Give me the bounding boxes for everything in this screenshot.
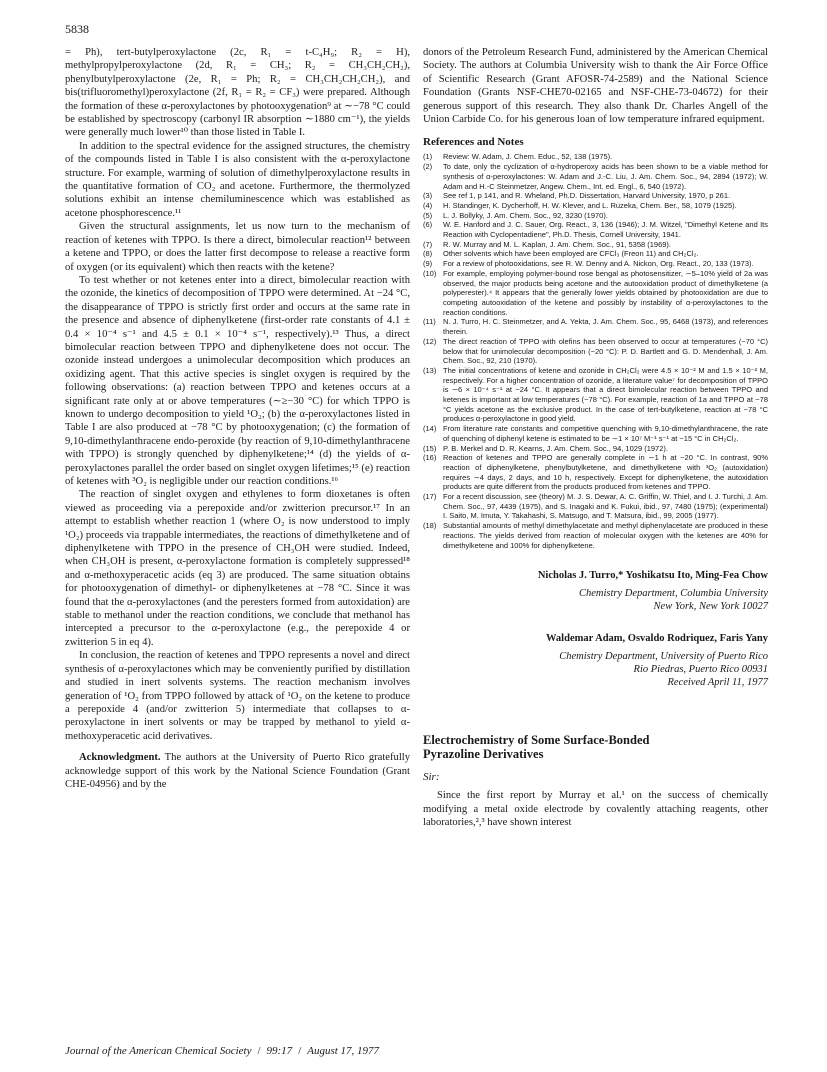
reference-number: (7): [423, 239, 433, 249]
reference-text: N. J. Turro, H. C. Steinmetzer, and A. Yekta, J. Am. Chem. Soc., 95, 6468 (1973), and references therein.: [443, 317, 768, 337]
reference-number: (1): [423, 152, 433, 162]
reference-item: [423, 152, 768, 162]
paragraph: The reaction of singlet oxygen and ethylenes to form dioxetanes is often viewed as proceeding via a perepoxide and/or zwitterion precursor.¹⁷ In an attempt to establish whether reaction 1 (where O₂ is now understood to imply ¹O₂) proceeds via trappable intermediates, the reactions of dimethylketene and of diphenylketene with TPPO in the presence of CH₃OH were studied. Indeed, when CH₃OH is present, α-peroxylactone formation is completely suppressed¹⁸ and α-methoxyperacetic acids (eq 3) are produced. The same situation obtains for photooxygenation of dimethyl- or diphenylketenes at −78 °C. Since it was found that the α-peroxylactones (and the peresters formed from autoxidation) are stable to methanol under the reaction conditions, we conclude that methanol has intercepted a precursor to the α-peroxylactone (e.g., the perepoxide 4 or zwitterion 5 in eq 4).: [65, 489, 410, 648]
reference-number: (8): [423, 249, 433, 259]
reference-number: (18): [423, 521, 437, 531]
reference-item: [423, 453, 768, 492]
reference-text: To date, only the cyclization of α-hydroperoxy acids has been shown to be a viable method for synthesis of α-peroxylactones: W. Adam and J.-C. Liu, J. Am. Chem. Soc., 94, 2894 (1972); W. Adam and H.-C Steinmetzer, Angew. Chem., Int. ed. Engl., 6, 540 (1972).: [443, 162, 768, 191]
reference-item: [423, 249, 768, 259]
reference-number: (10): [423, 268, 437, 278]
reference-number: (2): [423, 162, 433, 172]
reference-item: [423, 337, 768, 366]
reference-text: The direct reaction of TPPO with olefins has been observed to occur at temperatures (−70 °C) below that for unimolecular decomposition (−20 °C): P. D. Bartlett and G. D. Mendenhall, J. Am. Chem. Soc., 92, 210 (1970).: [443, 336, 768, 366]
affiliation-line: Chemistry Department, Columbia University: [579, 588, 768, 600]
reference-text: W. E. Hanford and J. C. Sauer, Org. React., 3, 136 (1946); J. M. Witzel, "Dimethyl Ketene and Its Reaction with Cyclopentadiene", Ph.D. Thesis, Cornell University, 1941.: [443, 220, 768, 240]
received-date: Received April 11, 1977: [667, 677, 768, 689]
communication-title: Electrochemistry of Some Surface-Bonded: [423, 733, 650, 748]
reference-number: (6): [423, 220, 433, 230]
acknowledgment: [65, 751, 410, 791]
reference-text: Reaction of ketenes and TPPO are generally complete in ∼1 h at −20 °C. In contrast, 90% reaction of diphenylketene, phenylbutylketene, and dimethylketene with ³O₂ (autoxidation) requires ∼4 days, 2 days, and 10 h, respectively. Except for diphenylketene, the autoxidation products are quite different from the products produced from ketenes and TPPO.: [443, 453, 768, 492]
paragraph: In addition to the spectral evidence for the assigned structures, the chemistry of the compounds listed in Table I is also consistent with the α-peroxylactone structure. For example, warming of solution of dimethylperoxylactone results in the quantitative formation of CO₂ and acetone. Furthermore, the thermolyzed solutions exhibit an intense chemiluminescence which was established as acetone phosphorescence.¹¹: [65, 140, 410, 219]
paragraph: To test whether or not ketenes enter into a direct, bimolecular reaction with the ozonide, the kinetics of decomposition of TPPO were determined. At −24 °C, the disappearance of TPPO is strictly first order and occurs at the same rate in the presence and absence of diphenylketene (first-order rate constants of 4.1 ± 0.4 × 10⁻⁴ s⁻¹ and 4.5 ± 0.1 × 10⁻⁴ s⁻¹, respectively).¹³ Thus, a direct bimolecular reaction between TPPO and diphenylketene does not occur. The ozonide instead undergoes a unimolecular decomposition which produces an oxidizing agent. That this active species is singlet oxygen is required by the following observations: (a) reaction between TPPO and ketenes occurs at a significant rate only at or above temperatures (∼≥−30 °C) for which TPPO is known to undergo decomposition to yield ¹O₂; (b) the α-peroxylactones listed in Table I are also produced at −78 °C by photooxygenation; (c) the formation of 9,10-dimethylanthracene endo-peroxide (by reaction of 9,10-dimethylanthracene with TPPO) is strongly quenched by diphenylketene;¹⁴ (d) the yields of α-peroxylactones parallel the order based on singlet oxygen lifetimes;¹⁵ (e) reaction of ketenes with ³O₂ is negligible under our reaction conditions.¹⁶: [65, 274, 410, 487]
page-number: 5838: [65, 22, 89, 36]
authors-columbia: Nicholas J. Turro,* Yoshikatsu Ito, Ming-Fea Chow: [537, 570, 768, 582]
journal-name: Journal of the American Chemical Society: [65, 1045, 252, 1057]
reference-item: [423, 521, 768, 550]
reference-text: From literature rate constants and competitive quenching with 9,10-dimethylanthracene, the rate of quenching of diphenyl ketene is estimated to be ∼1 × 10⁷ M⁻¹ s⁻¹ at −15 °C in CH₂Cl₂.: [443, 424, 768, 443]
journal-date: August 17, 1977: [307, 1045, 380, 1057]
reference-number: (9): [423, 259, 433, 269]
paragraph: In conclusion, the reaction of ketenes and TPPO represents a novel and direct synthesis of α-peroxylactones which may be conveniently purified by distillation and studied in inert solvents systems. The reaction mechanism involves generation of ¹O₂ from TPPO followed by attack of ¹O₂ on the ketene to produce a perepoxide 4 (and/or zwitterion 5) intermediate that collapses to α-peroxylactone in inert solvents or may be trapped by methanol to yield α-methoxyperacetic acid derivatives.: [65, 650, 410, 742]
paragraph: Given the structural assignments, let us now turn to the mechanism of reaction of ketenes with TPPO. Is there a direct, bimolecular reaction¹² between a ketene and TPPO, or does the latter first decompose to release a reactive form of oxygen (or its equivalent) which then reacts with the ketene?: [65, 221, 410, 273]
reference-number: (17): [423, 492, 437, 502]
reference-text: Review: W. Adam, J. Chem. Educ., 52, 138 (1975).: [443, 152, 613, 162]
author-block-columbia: [423, 570, 768, 613]
journal-footer: [65, 1045, 379, 1057]
separator: /: [298, 1045, 302, 1057]
reference-item: [423, 211, 768, 221]
reference-item: [423, 162, 768, 191]
reference-text: The initial concentrations of ketene and ozonide in CH₂Cl₂ were 4.5 × 10⁻² M and 1.5 × 10⁻² M, respectively. For a higher concentration of ozonide, a literature value⁷ for decomposition of TPPO is ∼6 × 10⁻⁴ s⁻¹ at −24 °C. It appears that a direct bimolecular reaction between TPPO and ketenes is important at low temperatures (−78 °C). For example, reaction of 1a and TPPO at −78 °C yields acetone as the exclusive product. In the case of tert-butylketene, reaction at −78 °C produces α-peroxylactone in good yield.: [443, 365, 768, 424]
reference-text: L. J. Bollyky, J. Am. Chem. Soc., 92, 3230 (1970).: [443, 210, 608, 220]
reference-item: [423, 240, 768, 250]
communication-header: [423, 733, 768, 829]
reference-text: For a review of photooxidations, see R. W. Denny and A. Nickon, Org. React., 20, 133 (1973).: [443, 259, 754, 269]
separator: /: [257, 1045, 261, 1057]
references-list: [423, 152, 768, 550]
reference-number: (13): [423, 365, 437, 375]
reference-text: Other solvents which have been employed are CFCl₃ (Freon 11) and CH₂Cl₂.: [443, 249, 699, 259]
reference-number: (15): [423, 443, 437, 453]
reference-text: For a recent discussion, see (theory) M. J. S. Dewar, A. C. Griffin, W. Thiel, and I. J. Turchi, J. Am. Chem. Soc., 97, 4439 (1975), and S. Inagaki and K. Fukui, ibid., 97, 7480 (1975); (experimental) I. Saito, M. Imuta, Y. Takahashi, S. Matsugo, and T. Matsura, ibid., 99, 2005 (1977).: [443, 492, 768, 521]
reference-number: (16): [423, 453, 437, 463]
reference-text: For example, employing polymer-bound rose bengal as photosensitizer, ∼5–10% yield of 2a was observed, the major products being acetone and the autooxidation product of dimethylketene (a polyperester).⁴ It appears that the generally lower yields obtained by photooxidation are due to competing autooxidation of the ketene and possibly by instability of α-peroxylactones to the reaction conditions.: [443, 268, 768, 317]
reference-item: [423, 317, 768, 336]
references-heading: References and Notes: [423, 136, 524, 149]
acknowledgment-title: Acknowledgment.: [79, 752, 161, 764]
reference-item: [423, 259, 768, 269]
reference-text: H. Standinger, K. Dycherhoff, H. W. Klever, and L. Ruzeka, Chem. Ber., 58, 1079 (1925).: [443, 200, 737, 210]
reference-item: [423, 220, 768, 239]
reference-item: [423, 492, 768, 521]
reference-number: (14): [423, 424, 437, 434]
reference-item: [423, 269, 768, 318]
affiliation-line: Rio Piedras, Puerto Rico 00931: [633, 664, 768, 676]
reference-item: [423, 191, 768, 201]
affiliation-line: New York, New York 10027: [653, 601, 768, 613]
reference-number: (4): [423, 200, 433, 210]
acknowledgment-continued: donors of the Petroleum Research Fund, administered by the American Chemical Society. The authors at Columbia University wish to thank the Air Force Office of Scientific Research (Grant AFOSR-74-2589) and the National Science Foundation (Grants NSF-CHE70-02165 and NSF-CHE-73-04672) for their generous support of this research. They also thank Dr. Charles Angell of the Union Carbide Co. for his generous loan of low temperature infrared equipment.: [423, 47, 768, 126]
reference-text: R. W. Murray and M. L. Kaplan, J. Am. Chem. Soc., 91, 5358 (1969).: [443, 239, 672, 249]
journal-volume: 99:17: [266, 1045, 293, 1057]
reference-number: (5): [423, 210, 433, 220]
reference-item: [423, 201, 768, 211]
reference-item: [423, 444, 768, 454]
paragraph: = Ph), tert-butylperoxylactone (2c, R₁ = t-C₄H₉; R₂ = H), methylpropylperoxylactone (2d, R₁ = CH₃; R₂ = CH₃CH₂CH₂), phenylbutylperoxylactone (2e, R₁ = Ph; R₂ = CH₃CH₂CH₂CH₂), and bis(trifluoromethyl)peroxylactone (2f, R₁ = R₂ = CF₃) were prepared. Although the formation of these α-peroxylactones by photooxygenation⁹ at ∼−78 °C could be established by spectroscopy (carbonyl IR absorption ∼1880 cm⁻¹), the yields were generally much lower¹⁰ than those listed in Table I.: [65, 47, 410, 139]
acknowledgment-text: The authors at the University of Puerto Rico gratefully acknowledge support of this work by the National Science Foundation (Grant CHE-04956) and by the: [65, 752, 410, 790]
reference-item: [423, 424, 768, 443]
affiliation-line: Chemistry Department, University of Puerto Rico: [559, 651, 768, 663]
left-column: [65, 46, 410, 791]
salutation: Sir:: [423, 771, 440, 784]
reference-text: See ref 1, p 141, and R. Wheland, Ph.D. Dissertation, Harvard University, 1970, p 261.: [443, 191, 731, 201]
communication-title: Pyrazoline Derivatives: [423, 747, 544, 762]
author-block-puerto-rico: [423, 633, 768, 689]
reference-number: (11): [423, 317, 436, 327]
authors-puerto-rico: Waldemar Adam, Osvaldo Rodriquez, Faris Yany: [546, 633, 768, 645]
reference-number: (3): [423, 191, 433, 201]
right-column: [423, 46, 768, 829]
communication-text: Since the first report by Murray et al.¹ on the success of chemically modifying a metal oxide electrode by covalently attaching reagents, other laboratories,²,³ have shown interest: [423, 790, 768, 829]
reference-item: [423, 366, 768, 424]
reference-text: P. B. Merkel and D. R. Kearns, J. Am. Chem. Soc., 94, 1029 (1972).: [443, 443, 668, 453]
reference-text: Substantial amounts of methyl dimethylacetate and methyl diphenylacetate are produced in these reactions. The yields derived from reaction of molecular oxygen with the ketenes are 40% for dimethylketene and 100% for diphenylketene.: [443, 521, 768, 550]
reference-number: (12): [423, 336, 437, 346]
